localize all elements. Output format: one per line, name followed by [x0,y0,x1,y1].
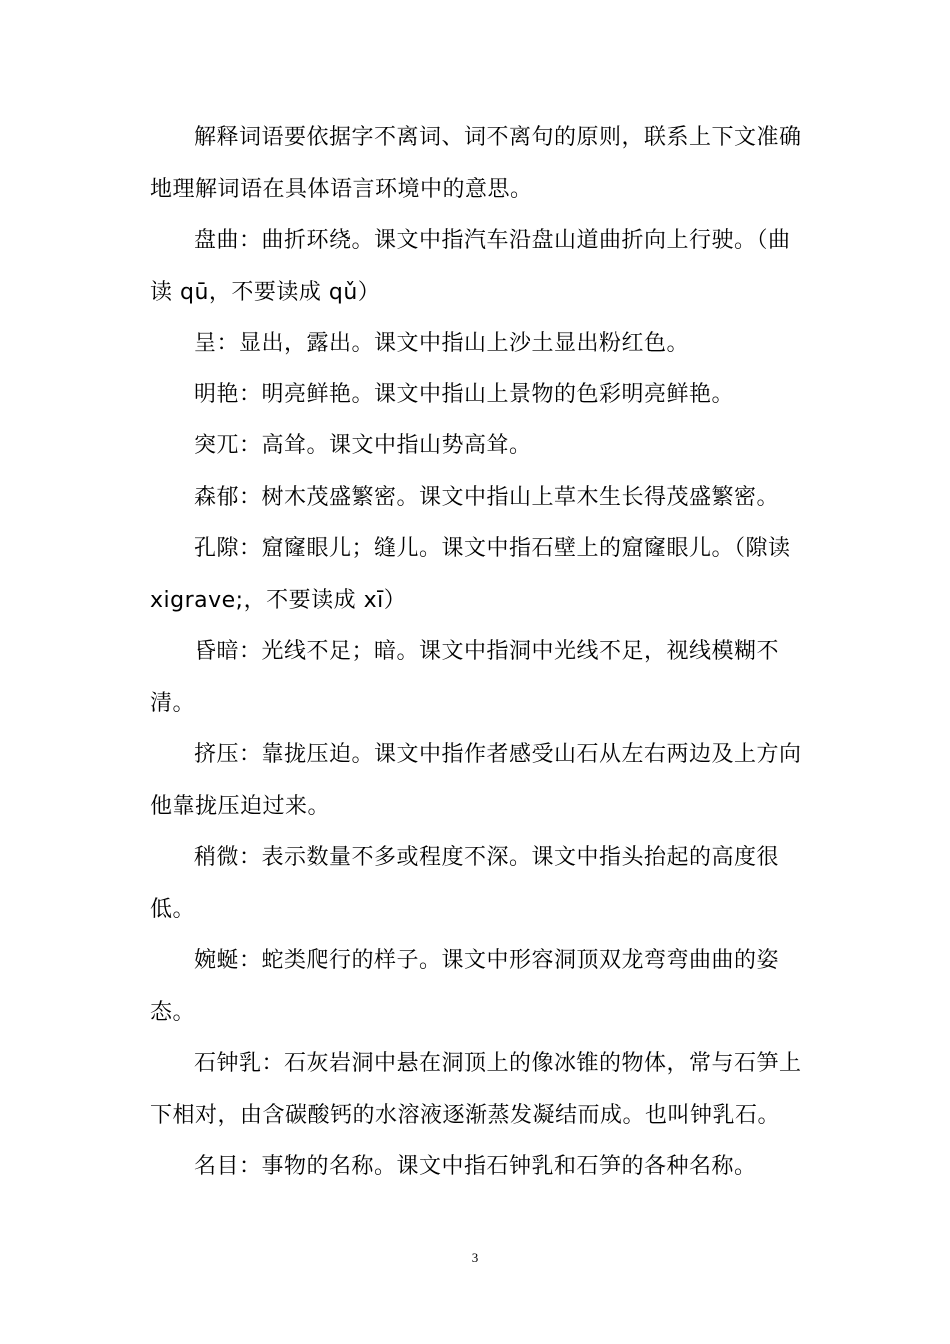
paragraph-shaowei: 稍微：表示数量不多或程度不深。课文中指头抬起的高度很低。 [150,845,780,922]
paragraph-jiya: 挤压：靠拢压迫。课文中指作者感受山石从左右两边及上方向他靠拢压迫过来。 [150,742,802,819]
paragraph-wanyan: 婉蜒：蛇类爬行的样子。课文中形容洞顶双龙弯弯曲曲的姿态。 [150,948,780,1025]
paragraph-cheng: 呈：显出，露出。课文中指山上沙土显出粉红色。 [194,331,690,356]
paragraph-mingmu: 名目：事物的名称。课文中指石钟乳和石笋的各种名称。 [194,1154,757,1179]
paragraph-intro: 解释词语要依据字不离词、词不离句的原则，联系上下文准确地理解词语在具体语言环境中的意思。 [150,125,802,202]
paragraph-hunan: 昏暗：光线不足；暗。课文中指洞中光线不足，视线模糊不清。 [150,639,780,716]
paragraph-shizhongru: 石钟乳：石灰岩洞中悬在洞顶上的像冰锥的物体，常与石笋上下相对，由含碳酸钙的水溶液逐渐蒸发凝结而成。也叫钟乳石。 [150,1051,802,1128]
paragraph-senyu: 森郁：树木茂盛繁密。课文中指山上草木生长得茂盛繁密。 [194,485,780,510]
paragraph-tuwu: 突兀：高耸。课文中指山势高耸。 [194,433,532,458]
paragraph-kongxi: 孔隙：窟窿眼儿；缝儿。课文中指石壁上的窟窿眼儿。（隙读 xigrave;，不要读成 xī） [150,536,791,613]
paragraph-mingyan: 明艳：明亮鲜艳。课文中指山上景物的色彩明亮鲜艳。 [194,382,735,407]
paragraph-panqu: 盘曲：曲折环绕。课文中指汽车沿盘山道曲折向上行驶。（曲读 qū，不要读成 qǔ） [150,228,791,305]
page-number: 3 [471,1250,479,1265]
